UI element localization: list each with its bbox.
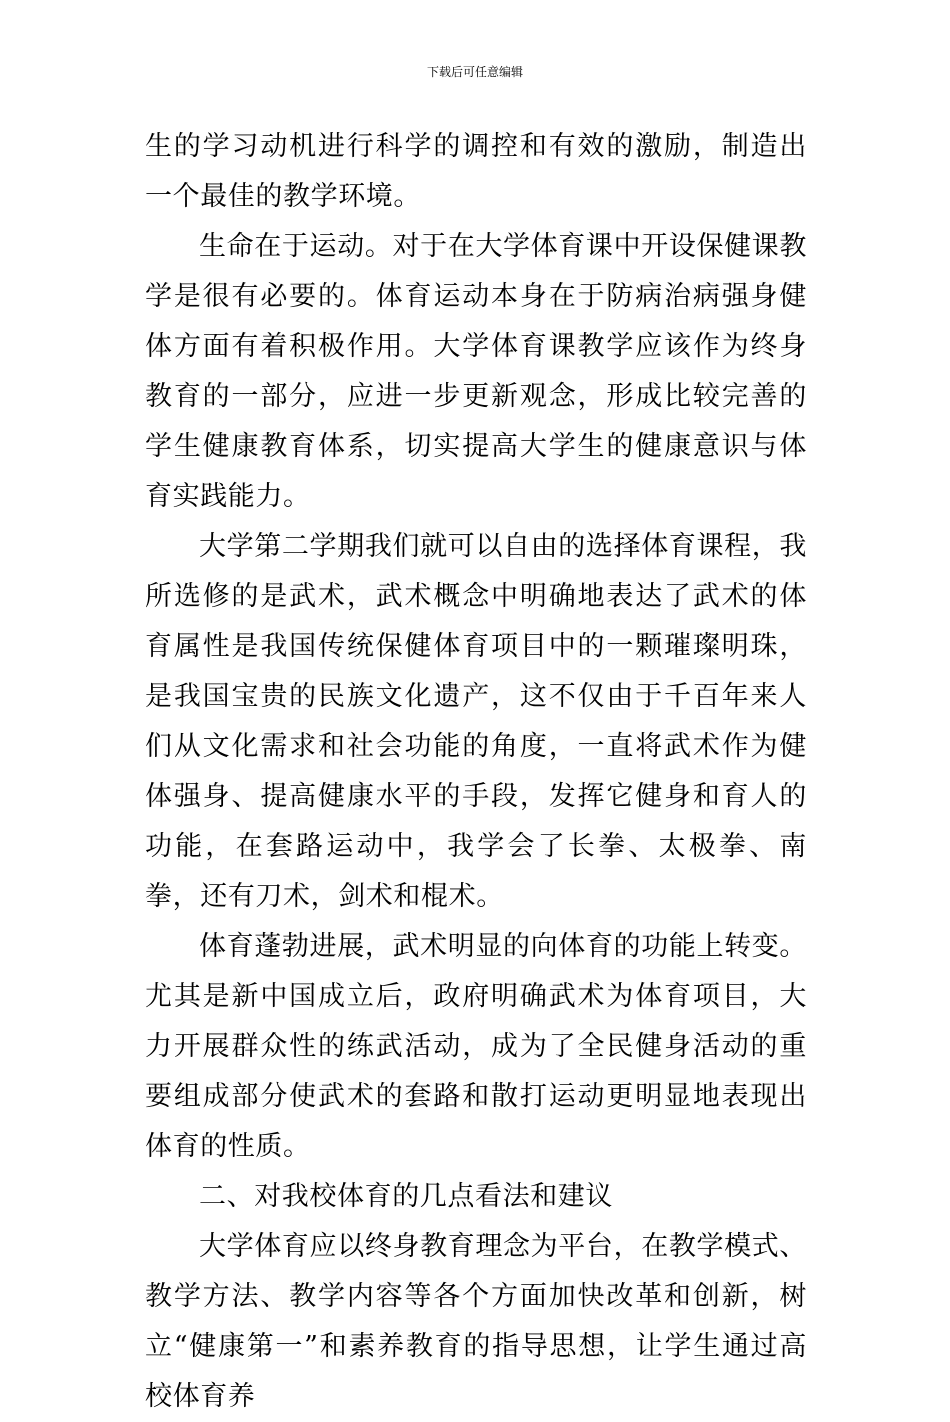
paragraph-suggestions: 大学体育应以终身教育理念为平台，在教学模式、教学方法、教学内容等各个方面加快改革和创新，树立“健康第一”和素养教育的指导思想，让学生通过高校体育养 [145, 1231, 807, 1412]
paragraph-continuation: 生的学习动机进行科学的调控和有效的激励，制造出一个最佳的教学环境。 [145, 131, 807, 212]
paragraph-health-course: 生命在于运动。对于在大学体育课中开设保健课教学是很有必要的。体育运动本身在于防病治病强身健体方面有着积极作用。大学体育课教学应该作为终身教育的一部分，应进一步更新观念，形成比较完善的学生健康教育体系，切实提高大学生的健康意识与体育实践能力。 [145, 231, 807, 512]
paragraph-wushu-development: 体育蓬勃进展，武术明显的向体育的功能上转变。尤其是新中国成立后，政府明确武术为体育项目，大力开展群众性的练武活动，成为了全民健身活动的重要组成部分使武术的套路和散打运动更明显地表现出体育的性质。 [145, 931, 807, 1162]
page-header-note: 下载后可任意编辑 [426, 65, 523, 79]
section-heading: 二、对我校体育的几点看法和建议 [199, 1181, 613, 1212]
body-text [145, 122, 807, 1422]
paragraph-wushu-elective: 大学第二学期我们就可以自由的选择体育课程，我所选修的是武术，武术概念中明确地表达了武术的体育属性是我国传统保健体育项目中的一颗璀璨明珠，是我国宝贵的民族文化遗产，这不仅由于千百年来人们从文化需求和社会功能的角度，一直将武术作为健体强身、提高健康水平的手段，发挥它健身和育人的功能，在套路运动中，我学会了长拳、太极拳、南拳，还有刀术，剑术和棍术。 [145, 531, 807, 912]
